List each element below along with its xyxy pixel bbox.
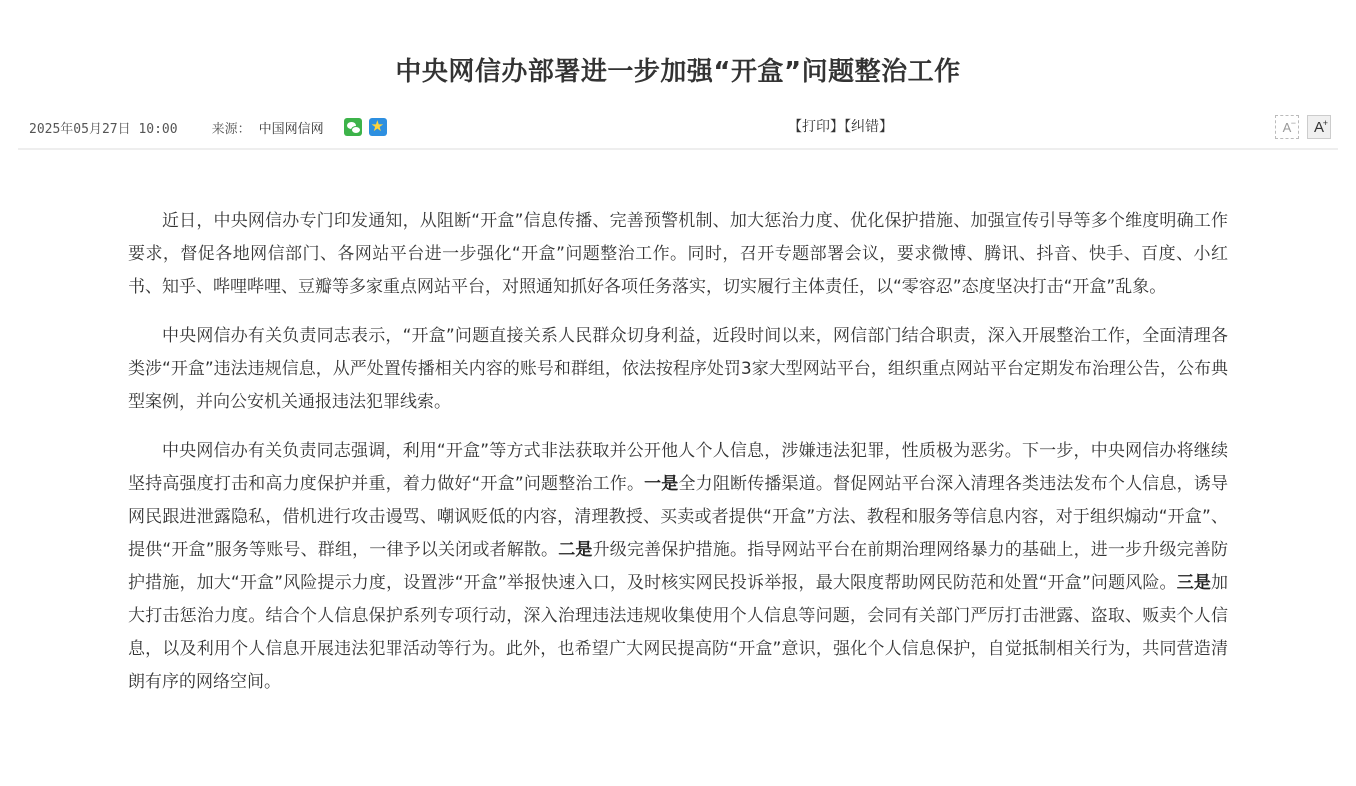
point-two-marker: 二是 (558, 540, 593, 560)
article-tools (788, 115, 893, 139)
correct-link[interactable]: 【纠错】 (844, 119, 893, 135)
qzone-share-icon[interactable] (369, 118, 387, 136)
source-label: 来源： (211, 121, 251, 137)
meta-left (29, 115, 387, 139)
point-one-text: 全力阻断传播渠道。督促网站平台深入清理各类违法发布个人信息，诱导网民跟进泄露隐私，借机进行攻击谩骂、嘲讽贬低的内容，清理教授、买卖或者提供“开盒”方法、教程和服务等信息内容，对于组织煽动“开盒”、提供“开盒”服务等账号、群组，一律予以关闭或者解散。 (128, 474, 1228, 560)
plus-icon: + (1322, 118, 1328, 128)
font-decrease-button[interactable] (1275, 115, 1299, 139)
paragraph-3-intro: 中央网信办有关负责同志强调，利用“开盒”等方式非法获取并公开他人个人信息，涉嫌违法犯罪，性质极为恶劣。下一步，中央网信办将继续坚持高强度打击和高力度保护并重，着力做好“开盒”问题整治工作。 (128, 441, 1228, 494)
share-buttons (344, 118, 387, 136)
paragraph-1: 近日，中央网信办专门印发通知，从阻断“开盒”信息传播、完善预警机制、加大惩治力度、优化保护措施、加强宣传引导等多个维度明确工作要求，督促各地网信部门、各网站平台进一步强化“开盒”问题整治工作。同时，召开专题部署会议，要求微博、腾讯、抖音、快手、百度、小红书、知乎、哔哩哔哩、豆瓣等多家重点网站平台，对照通知抓好各项任务落实，切实履行主体责任，以“零容忍”态度坚决打击“开盒”乱象。 (128, 211, 1228, 297)
point-three-text: 加大打击惩治力度。结合个人信息保护系列专项行动，深入治理违法违规收集使用个人信息等问题，会同有关部门严厉打击泄露、盗取、贩卖个人信息，以及利用个人信息开展违法犯罪活动等行为。此外，也希望广大网民提高防“开盒”意识，强化个人信息保护，自觉抵制相关行为，共同营造清朗有序的网络空间。 (128, 573, 1229, 692)
publish-date: 2025年05月27日 10:00 (29, 121, 178, 137)
font-size-tools (1275, 115, 1331, 139)
point-one-marker: 一是 (644, 474, 679, 494)
font-decrease-icon: A (1282, 119, 1292, 135)
point-two-text: 升级完善保护措施。指导网站平台在前期治理网络暴力的基础上，进一步升级完善防护措施，加大“开盒”风险提示力度，设置涉“开盒”举报快速入口，及时核实网民投诉举报，最大限度帮助网民防范和处置“开盒”问题风险。 (128, 540, 1228, 593)
print-link[interactable]: 【打印】 (788, 119, 844, 135)
paragraph-3 (128, 435, 1228, 699)
wechat-share-icon[interactable] (344, 118, 362, 136)
minus-icon: − (1290, 118, 1296, 128)
font-increase-button[interactable] (1307, 115, 1331, 139)
font-increase-icon: A (1313, 118, 1324, 136)
article-title: 中央网信办部署进一步加强“开盒”问题整治工作 (395, 57, 961, 88)
point-three-marker: 三是 (1176, 573, 1212, 593)
source-name: 中国网信网 (258, 121, 324, 137)
article-meta-bar (18, 108, 1338, 150)
article-body (128, 205, 1228, 715)
paragraph-2: 中央网信办有关负责同志表示，“开盒”问题直接关系人民群众切身利益，近段时间以来，网信部门结合职责，深入开展整治工作，全面清理各类涉“开盒”违法违规信息，从严处置传播相关内容的账号和群组，依法按程序处罚3家大型网站平台，组织重点网站平台定期发布治理公告，公布典型案例，并向公安机关通报违法犯罪线索。 (128, 326, 1228, 412)
